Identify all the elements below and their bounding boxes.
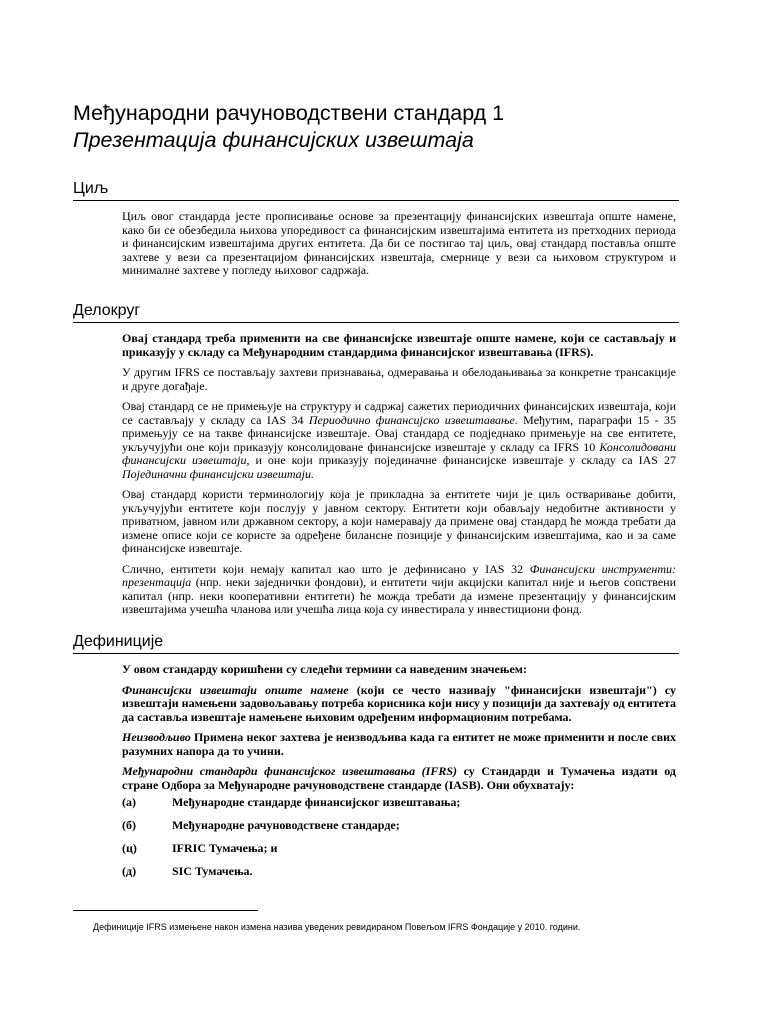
definition-2 xyxy=(122,731,676,758)
title-main: Међународни рачуноводствени стандард 1 xyxy=(73,101,505,125)
list-item xyxy=(122,818,676,832)
scope-p3-ref-ias34: Периодично финансијско извештавање. xyxy=(308,412,518,427)
list-item-label: (ц) xyxy=(122,841,137,855)
list-item-text: SIC Тумачења. xyxy=(172,864,253,878)
section-scope xyxy=(122,332,676,624)
definition-2-text: Примена неког захтева је неизводљива када га ентитет не може применити и после свих разумних напора да то учини. xyxy=(122,730,676,758)
heading-goal: Циљ xyxy=(73,179,679,201)
list-item-label: (а) xyxy=(122,795,136,809)
list-item xyxy=(122,841,676,855)
scope-p3-text-a: Овај стандард се не примењује на структуру и садржај сажетих периодичних финансијских извештаја, који се састављају у складу са IAS 34 xyxy=(122,399,676,427)
scope-p3-text-c: Међутим, параграфи 15 ‑ 35 примењују се на такве финансијске извештаје. Овај стандард се подједнако примењује на све ентитете, укључујући оне који приказују консолидоване финансијске извештаје у складу са IFRS 10 xyxy=(122,412,676,454)
definition-2-term: Неизводљиво xyxy=(122,730,191,744)
scope-paragraph-4: Овај стандард користи терминологију која је прикладна за ентитете чији је циљ остваривање добити, укључујући ентитете који послују у јавном сектору. Ентитети који обављају недобитне активности у приватном, јавном или државном сектору, а који намеравају да примене овај стандард ће можда требати да измене описе који се користе за одређене билансне позиције у финансијским извештајима, као и за саме финансијске извештаје. xyxy=(122,487,676,555)
footnote: Дефиниције IFRS измењене након измена назива уведених ревидираном Повељом IFRS Фондације у 2010. години. xyxy=(93,922,581,932)
list-item-label: (б) xyxy=(122,818,136,832)
scope-p3-ref-ifrs10: Консолидовани финансијски извештаји xyxy=(122,439,676,467)
heading-scope: Делокруг xyxy=(73,301,679,323)
definitions-intro: У овом стандарду коришћени су следећи термини са наведеним значењем: xyxy=(122,662,527,676)
goal-paragraph: Циљ овог стандарда јесте прописивање основе за презентацију финансијских извештаја опште намене, како би се обезбедила њихова упоредивост са финансијским извештајима ентитета из претходних периода и финансијским извештајима других ентитета. Да би се постигао тај циљ, овај стандард поставља опште захтеве у вези са презентацијом финансијских извештаја, смернице у вези са њиховом структуром и минималне захтеве у погледу њиховог садржаја. xyxy=(122,209,676,277)
scope-paragraph-3 xyxy=(122,400,676,481)
definition-1 xyxy=(122,684,676,725)
scope-p5-text-a: Слично, ентитети који немају капитал као што је дефинисано у IAS 32 xyxy=(122,561,530,576)
title-subtitle: Презентација финансијских извештаја xyxy=(73,128,474,152)
definition-3 xyxy=(122,765,676,792)
scope-paragraph-2: У другим IFRS се постављају захтеви признавања, одмеравања и обелодањивања за конкретне трансакције и друге догађаје. xyxy=(122,365,676,393)
list-item xyxy=(122,795,676,809)
scope-p3-text-e: , и оне који приказују појединачне финансијске извештаје у складу са IAS 27 xyxy=(246,453,676,467)
list-item-label: (д) xyxy=(122,864,137,878)
list-item-text: Међународне рачуноводствене стандарде; xyxy=(172,818,400,832)
definitions-list xyxy=(122,795,676,887)
section-goal xyxy=(122,210,676,285)
heading-definitions: Дефиниције xyxy=(73,632,679,654)
list-item xyxy=(122,864,676,878)
definition-1-term: Финансијски извештаји опште намене xyxy=(122,682,349,697)
scope-paragraph-5 xyxy=(122,563,676,617)
footnote-divider xyxy=(73,910,258,911)
section-definitions xyxy=(122,663,676,799)
list-item-text: Међународне стандарде финансијског извештавања; xyxy=(172,795,461,809)
list-item-text: IFRIC Тумачења; и xyxy=(172,841,278,855)
definition-3-text: су Стандарди и Тумачења издати од стране Одбора за Међународне рачуноводствене стандарде (IASB). Они обухватају: xyxy=(122,764,676,792)
document-title xyxy=(73,100,713,154)
scope-p5-text-c: (нпр. неки заједнички фондови), и ентитети чији акцијски капитал није и његов сопствени капитал (нпр. неки кооперативни ентитети) ће можда требати да измене презентацију у финансијским извештајима учешћа чланова или учешћа лица која су инвестирала у инвестициони фонд. xyxy=(122,575,676,616)
scope-p5-ref-ias32: Финансијски инструменти: презентација xyxy=(122,561,676,589)
definition-3-term: Међународни стандарди финансијског извештавања (IFRS) xyxy=(122,764,458,778)
scope-p3-ref-ias27: Појединачни финансијски извештаји. xyxy=(122,466,315,481)
definition-1-text: (који се често називају "финансијски извештаји") су извештаји намењени задовољавању потреба корисника који нису у позицији да захтевају од ентитета да саставља извештаје намењене њиховим одређеним информационим потребама. xyxy=(122,682,676,724)
scope-paragraph-1: Овај стандард треба применити на све финансијске извештаје опште намене, који се састављају и приказују у складу са Међународним стандардима финансијског извештавања (IFRS). xyxy=(122,331,676,359)
